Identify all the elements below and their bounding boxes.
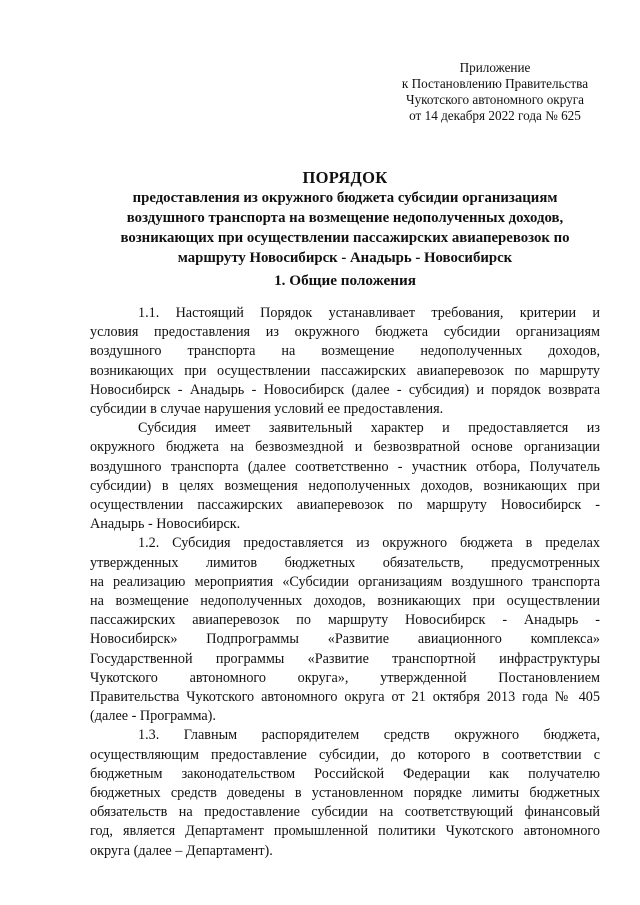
text-line: окружного бюджета на безвозмездной и безвозвратной основе организации <box>90 439 600 456</box>
paragraph-1-1 <box>90 304 600 419</box>
text-line: Субсидия имеет заявительный характер и предоставляется из <box>138 420 600 437</box>
text-line: возникающих при осуществлении пассажирских авиаперевозок по маршруту <box>90 362 600 379</box>
text-line: на возмещение недополученных доходов, возникающих при осуществлении <box>90 593 600 610</box>
title-subtitle-line: возникающих при осуществлении пассажирских авиаперевозок по <box>120 230 570 246</box>
appendix-block <box>360 60 630 124</box>
text-line: бюджетных средств доведены в установленном порядке лимиты бюджетных <box>90 785 600 802</box>
text-line: округа (далее – Департамент). <box>90 842 273 859</box>
text-line: 1.1. Настоящий Порядок устанавливает требования, критерии и <box>138 305 600 321</box>
text-line: Правительства Чукотского автономного округа от 21 октября 2013 года № 405 <box>90 689 600 706</box>
text-line: бюджетным законодательством Российской Федерации как получателю <box>90 765 600 782</box>
appendix-line: к Постановлению Правительства <box>401 76 589 91</box>
section-heading: 1. Общие положения <box>274 272 416 289</box>
text-line: обязательств на предоставление субсидии на соответствующий финансовый <box>90 804 600 821</box>
text-line: осуществляющим предоставление субсидии, до которого в соответствии с <box>90 746 600 763</box>
text-line: воздушного транспорта на возмещение недополученных доходов, <box>90 343 600 360</box>
text-line: на реализацию мероприятия «Субсидии организациям воздушного транспорта <box>90 573 600 590</box>
text-line: пассажирских авиаперевозок по маршруту Новосибирск - Анадырь - <box>90 612 600 629</box>
text-line: воздушного транспорта (далее соответственно - участник отбора, Получатель <box>90 458 600 475</box>
appendix-line: от 14 декабря 2022 года № 625 <box>409 108 581 123</box>
appendix-line: Чукотского автономного округа <box>406 92 584 107</box>
text-line: осуществлении пассажирских авиаперевозок по маршруту Новосибирск - <box>90 497 600 514</box>
document-body <box>90 304 600 861</box>
text-line: Анадырь - Новосибирск. <box>90 516 241 533</box>
text-line: субсидии) в целях возмещения недополученных доходов, возникающих при <box>90 477 600 494</box>
text-line: (далее - Программа). <box>90 708 216 725</box>
document-title <box>90 168 600 268</box>
text-line: Чукотского автономного округа», утвержденной Постановлением <box>90 669 600 686</box>
text-line: Новосибирск - Анадырь - Новосибирск (далее - субсидия) и порядок возврата <box>90 381 600 398</box>
text-line: утвержденных лимитов бюджетных обязательств, предусмотренных <box>90 554 600 571</box>
text-line: условия предоставления из окружного бюджета субсидии организациям <box>90 324 600 341</box>
title-subtitle-line: маршруту Новосибирск - Анадырь - Новосибирск <box>177 250 513 266</box>
text-line: субсидии в случае нарушения условий ее предоставления. <box>90 401 444 418</box>
text-line: Государственной программы «Развитие транспортной инфраструктуры <box>90 650 600 667</box>
title-main: ПОРЯДОК <box>302 168 388 187</box>
text-line: 1.2. Субсидия предоставляется из окружного бюджета в пределах <box>138 535 600 552</box>
text-line: год, является Департамент промышленной политики Чукотского автономного <box>90 823 600 840</box>
appendix-line: Приложение <box>459 60 531 75</box>
paragraph-1-3 <box>90 726 600 860</box>
text-line: 1.3. Главным распорядителем средств окружного бюджета, <box>138 727 600 744</box>
title-subtitle-line: воздушного транспорта на возмещение недополученных доходов, <box>126 210 564 226</box>
paragraph-1-2 <box>90 534 600 726</box>
title-subtitle-line: предоставления из окружного бюджета субсидии организациям <box>132 190 558 206</box>
text-line: Новосибирск» Подпрограммы «Развитие авиационного комплекса» <box>90 631 600 648</box>
paragraph-subsidy <box>90 419 600 534</box>
